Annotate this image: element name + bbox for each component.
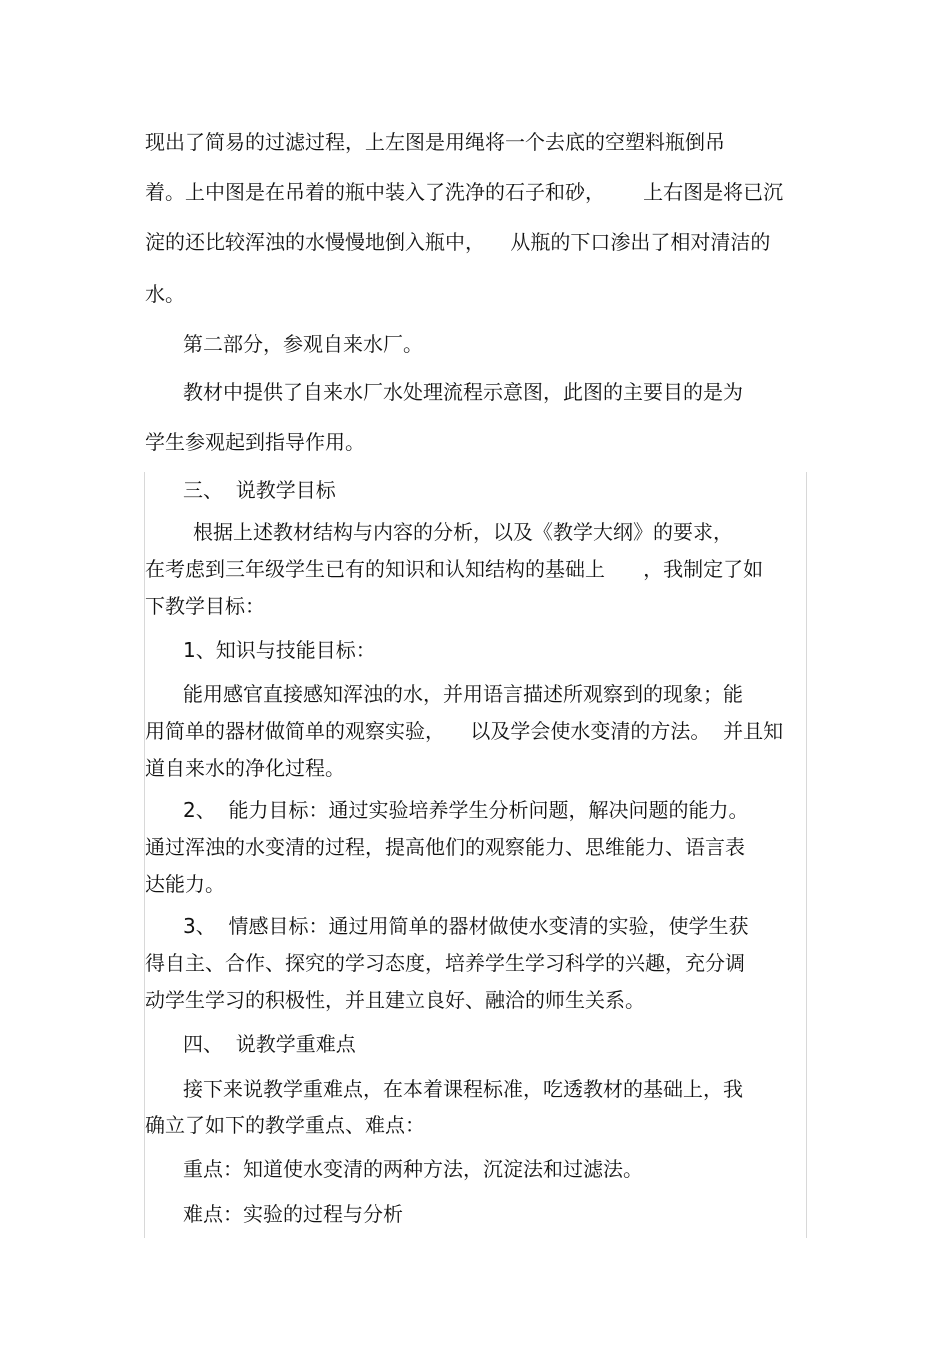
paragraph-line: 淀的还比较浑浊的水慢慢地倒入瓶中， 从瓶的下口渗出了相对清洁的 <box>145 230 771 254</box>
paragraph-line: 第二部分，参观自来水厂。 <box>183 332 423 356</box>
section-heading: 四、 说教学重难点 <box>183 1032 356 1056</box>
goal-title: 1、知识与技能目标： <box>183 638 376 662</box>
paragraph-line: 教材中提供了自来水厂水处理流程示意图，此图的主要目的是为 <box>183 380 743 404</box>
paragraph-line: 接下来说教学重难点，在本着课程标准，吃透教材的基础上，我 <box>183 1077 743 1101</box>
key-point-line: 重点：知道使水变清的两种方法，沉淀法和过滤法。 <box>183 1157 643 1181</box>
paragraph-line: 着。上中图是在吊着的瓶中装入了洗净的石子和砂， 上右图是将已沉 <box>145 180 784 204</box>
paragraph-line: 学生参观起到指导作用。 <box>145 430 365 454</box>
paragraph-line: 得自主、合作、探究的学习态度，培养学生学习科学的兴趣，充分调 <box>145 951 745 975</box>
paragraph-line: 能用感官直接感知浑浊的水，并用语言描述所观察到的现象；能 <box>183 682 743 706</box>
paragraph-line: 在考虑到三年级学生已有的知识和认知结构的基础上 ，我制定了如 <box>145 557 764 581</box>
paragraph-line: 下教学目标： <box>145 594 265 618</box>
paragraph-line: 用简单的器材做简单的观察实验， 以及学会使水变清的方法。 并且知 <box>145 719 784 743</box>
paragraph-line: 动学生学习的积极性，并且建立良好、融洽的师生关系。 <box>145 988 645 1012</box>
paragraph-line: 根据上述教材结构与内容的分析，以及《教学大纲》的要求， <box>193 520 733 544</box>
paragraph-line: 通过浑浊的水变清的过程，提高他们的观察能力、思维能力、语言表 <box>145 835 745 859</box>
section-heading: 三、 说教学目标 <box>183 478 336 502</box>
paragraph-line: 现出了简易的过滤过程，上左图是用绳将一个去底的空塑料瓶倒吊 <box>145 130 725 154</box>
difficult-point-line: 难点：实验的过程与分析 <box>183 1202 403 1226</box>
paragraph-line: 水。 <box>145 282 185 306</box>
paragraph-line: 达能力。 <box>145 872 225 896</box>
paragraph-line: 道自来水的净化过程。 <box>145 756 345 780</box>
paragraph-line: 2、 能力目标：通过实验培养学生分析问题，解决问题的能力。 <box>183 798 749 822</box>
right-border-line <box>806 472 807 1238</box>
paragraph-line: 3、 情感目标：通过用简单的器材做使水变清的实验，使学生获 <box>183 914 749 938</box>
paragraph-line: 确立了如下的教学重点、难点： <box>145 1113 425 1137</box>
